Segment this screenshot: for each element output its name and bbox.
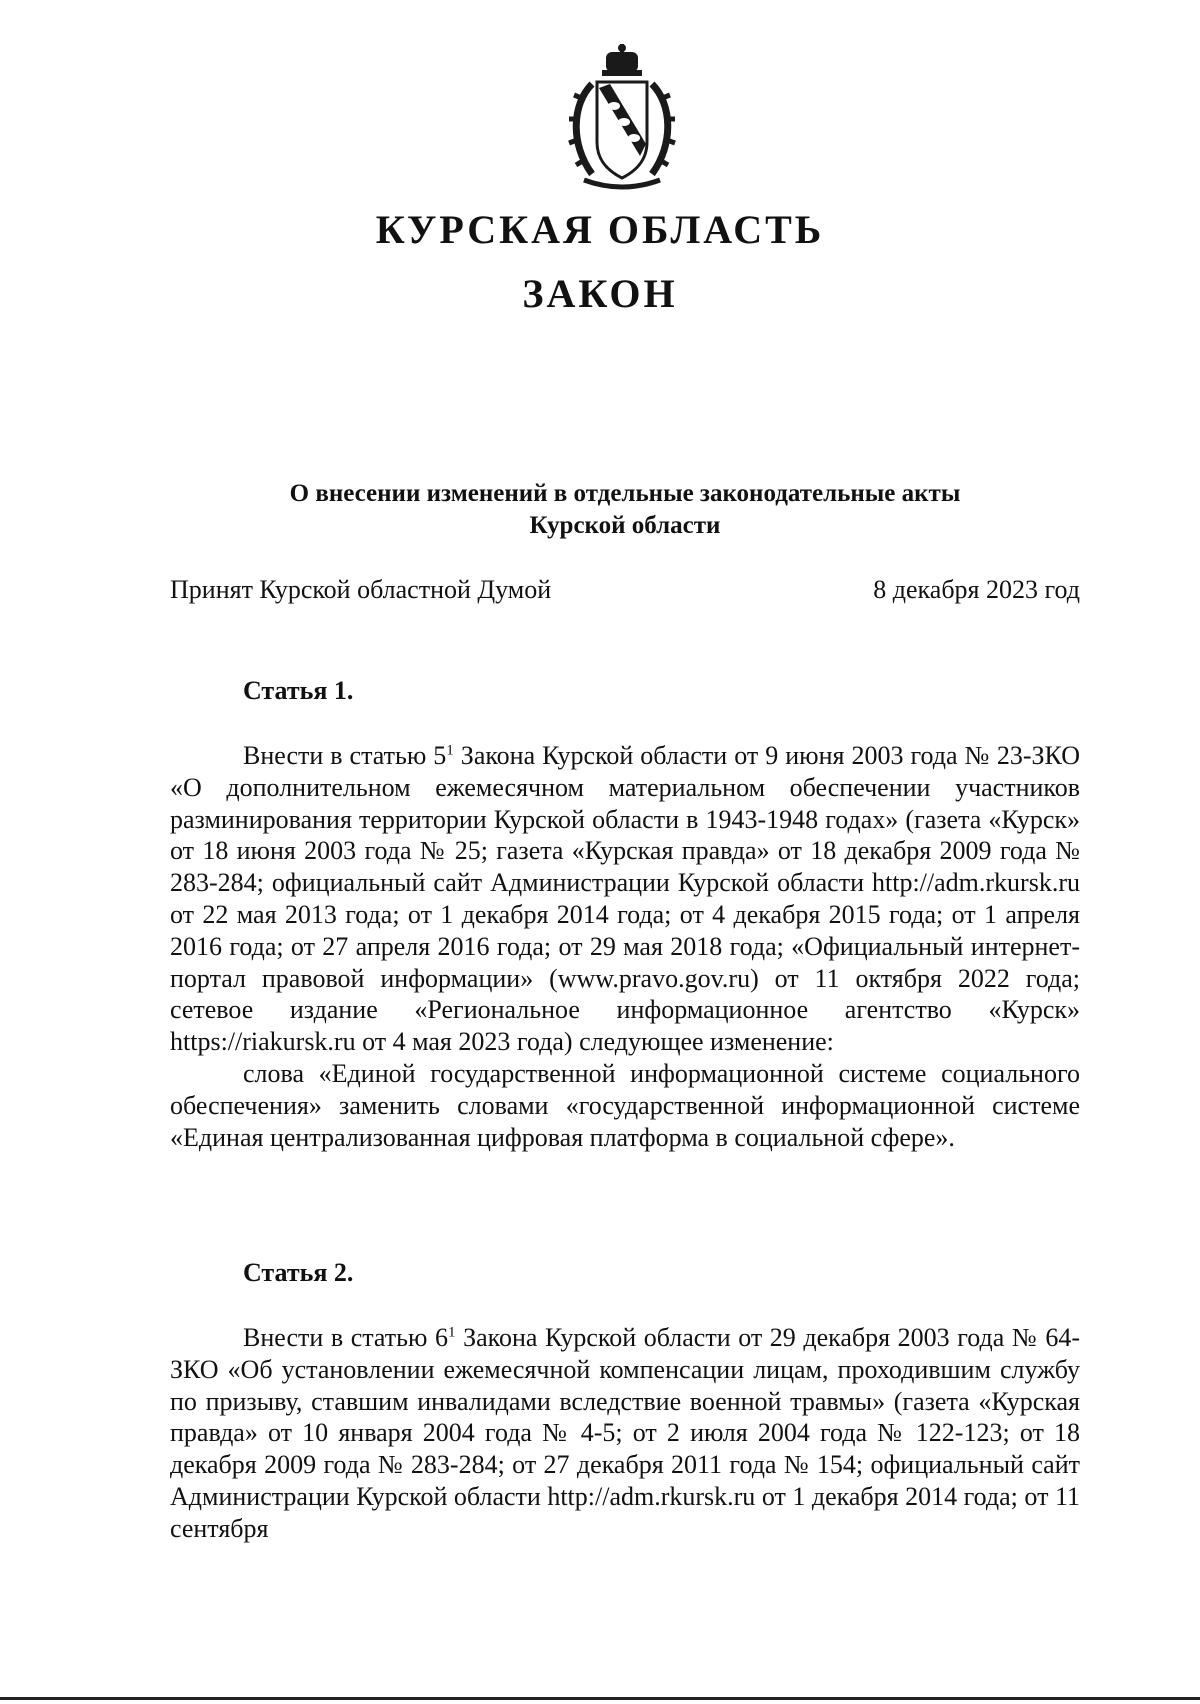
article-2-paragraph-1: Внести в статью $6^1$ Закона Курской области от 29 декабря 2003 года № 64-ЗКО «Об установлении ежемесячной компенсации лицам, проходившим службу по призыву, ставшим инвалидами вследствие военной травмы» (газета «Курская правда» от 10 января 2004 года № 4-5; от 2 июля 2004 года № 122-123; от 18 декабря 2009 года № 283-284; от 27 декабря 2011 года № 154; официальный сайт Администрации Курской области http://adm.rkursk.ru от 1 декабря 2014 года; от 11 сентября [170, 1323, 1080, 1543]
law-title [170, 478, 1080, 542]
document-type-title: ЗАКОН [522, 271, 678, 316]
adopted-date: 8 декабря 2023 год [873, 575, 1080, 604]
law-title-line-1: О внесении изменений в отдельные законодательные акты [289, 480, 961, 507]
article-1-body [170, 740, 1080, 1153]
adopted-by: Принят Курской областной Думой [170, 575, 552, 604]
law-title-line-2: Курской области [529, 512, 721, 539]
article-2-body [170, 1322, 1080, 1545]
article-1-paragraph-1: Внести в статью $5^1$ Закона Курской области от 9 июня 2003 года № 23-ЗКО «О дополнительном ежемесячном материальном обеспечении участников разминирования территории Курской области в 1943-1948 годах» (газета «Курск» от 18 июня 2003 года № 25; газета «Курская правда» от 18 декабря 2009 года № 283-284; официальный сайт Администрации Курской области http://adm.rkursk.ru от 22 мая 2013 года; от 1 декабря 2014 года; от 4 декабря 2015 года; от 1 апреля 2016 года; от 27 апреля 2016 года; от 29 мая 2018 года; «Официальный интернет-портал правовой информации» (www.pravo.gov.ru) от 11 октября 2022 года; сетевое издание «Региональное информационное агентство «Курск» https://riakursk.ru от 4 мая 2023 года) следующее изменение: [170, 741, 1080, 1057]
article-1-heading: Статья 1. [243, 676, 354, 705]
adoption-info [170, 573, 1080, 607]
article-1-paragraph-2: слова «Единой государственной информационной системе социального обеспечения» заменить словами «государственной информационной системе «Единая централизованная цифровая платформа в социальной сфере». [170, 1058, 1080, 1152]
scan-edge-divider [0, 1697, 1200, 1700]
region-title: КУРСКАЯ ОБЛАСТЬ [375, 207, 825, 252]
coat-of-arms-icon [562, 44, 682, 194]
article-2-heading: Статья 2. [243, 1258, 354, 1287]
